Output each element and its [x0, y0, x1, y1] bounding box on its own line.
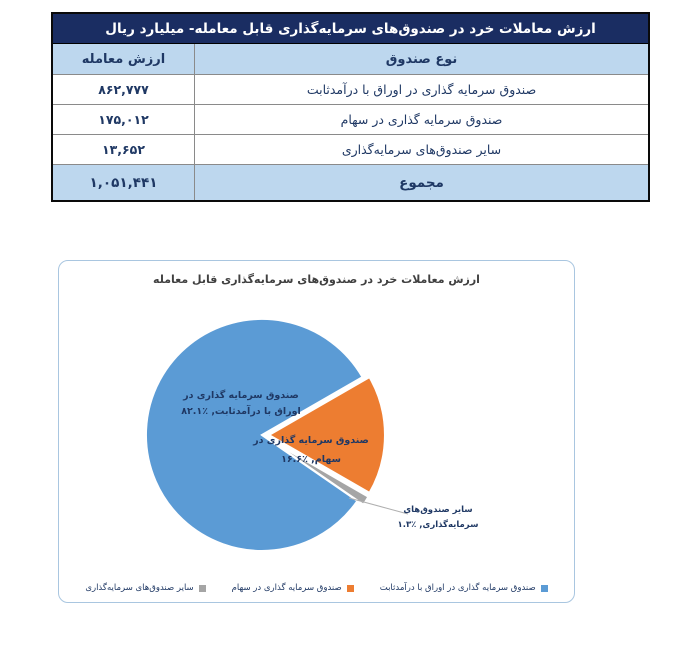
column-header-trade-value: ارزش معامله [81, 51, 166, 67]
table-header-row [53, 44, 648, 74]
table-total-row [53, 164, 648, 200]
trade-value-cell: ۱۷۵,۰۱۲ [98, 112, 149, 127]
data-label-fixed-income: صندوق سرمایه گذاری در اوراق با درآمدثابت, ٪۸۲.۱ [181, 390, 301, 417]
table-title: ارزش معاملات خرد در صندوق‌های سرمایه‌گذاری قابل معامله- میلیارد ریال [53, 14, 648, 44]
data-label-other-funds: سایر صندوق‌های سرمایه‌گذاری, ٪۱.۳ [397, 505, 479, 530]
legend-swatch-blue [541, 585, 548, 592]
column-header-fund-type: نوع صندوق [194, 44, 648, 74]
total-label: مجموع [194, 165, 648, 200]
legend-swatch-orange [347, 585, 354, 592]
pie-chart-panel [58, 260, 575, 603]
fund-type-cell: صندوق سرمایه گذاری در سهام [194, 105, 648, 134]
total-value: ۱,۰۵۱,۴۴۱ [89, 174, 158, 191]
legend-item-other: سایر صندوق‌های سرمایه‌گذاری [85, 583, 205, 593]
table-row [53, 134, 648, 164]
fund-type-cell: صندوق سرمایه گذاری در اوراق با درآمدثابت [194, 75, 648, 104]
chart-title: ارزش معاملات خرد در صندوق‌های سرمایه‌گذاری قابل معامله [153, 273, 480, 286]
trade-value-cell: ۸۶۲,۷۷۷ [98, 82, 149, 97]
chart-legend [59, 583, 574, 593]
legend-item-stocks: صندوق سرمایه گذاری در سهام [232, 583, 354, 593]
fund-type-cell: سایر صندوق‌های سرمایه‌گذاری [194, 135, 648, 164]
table-row [53, 104, 648, 134]
data-label-stocks: صندوق سرمایه گذاری در سهام, ٪۱۶.۶ [253, 435, 369, 465]
legend-item-fixed-income: صندوق سرمایه گذاری در اوراق با درآمدثابت [380, 583, 548, 593]
table-row [53, 74, 648, 104]
retail-trades-table [51, 12, 650, 202]
trade-value-cell: ۱۳,۶۵۲ [102, 142, 145, 157]
legend-swatch-gray [199, 585, 206, 592]
